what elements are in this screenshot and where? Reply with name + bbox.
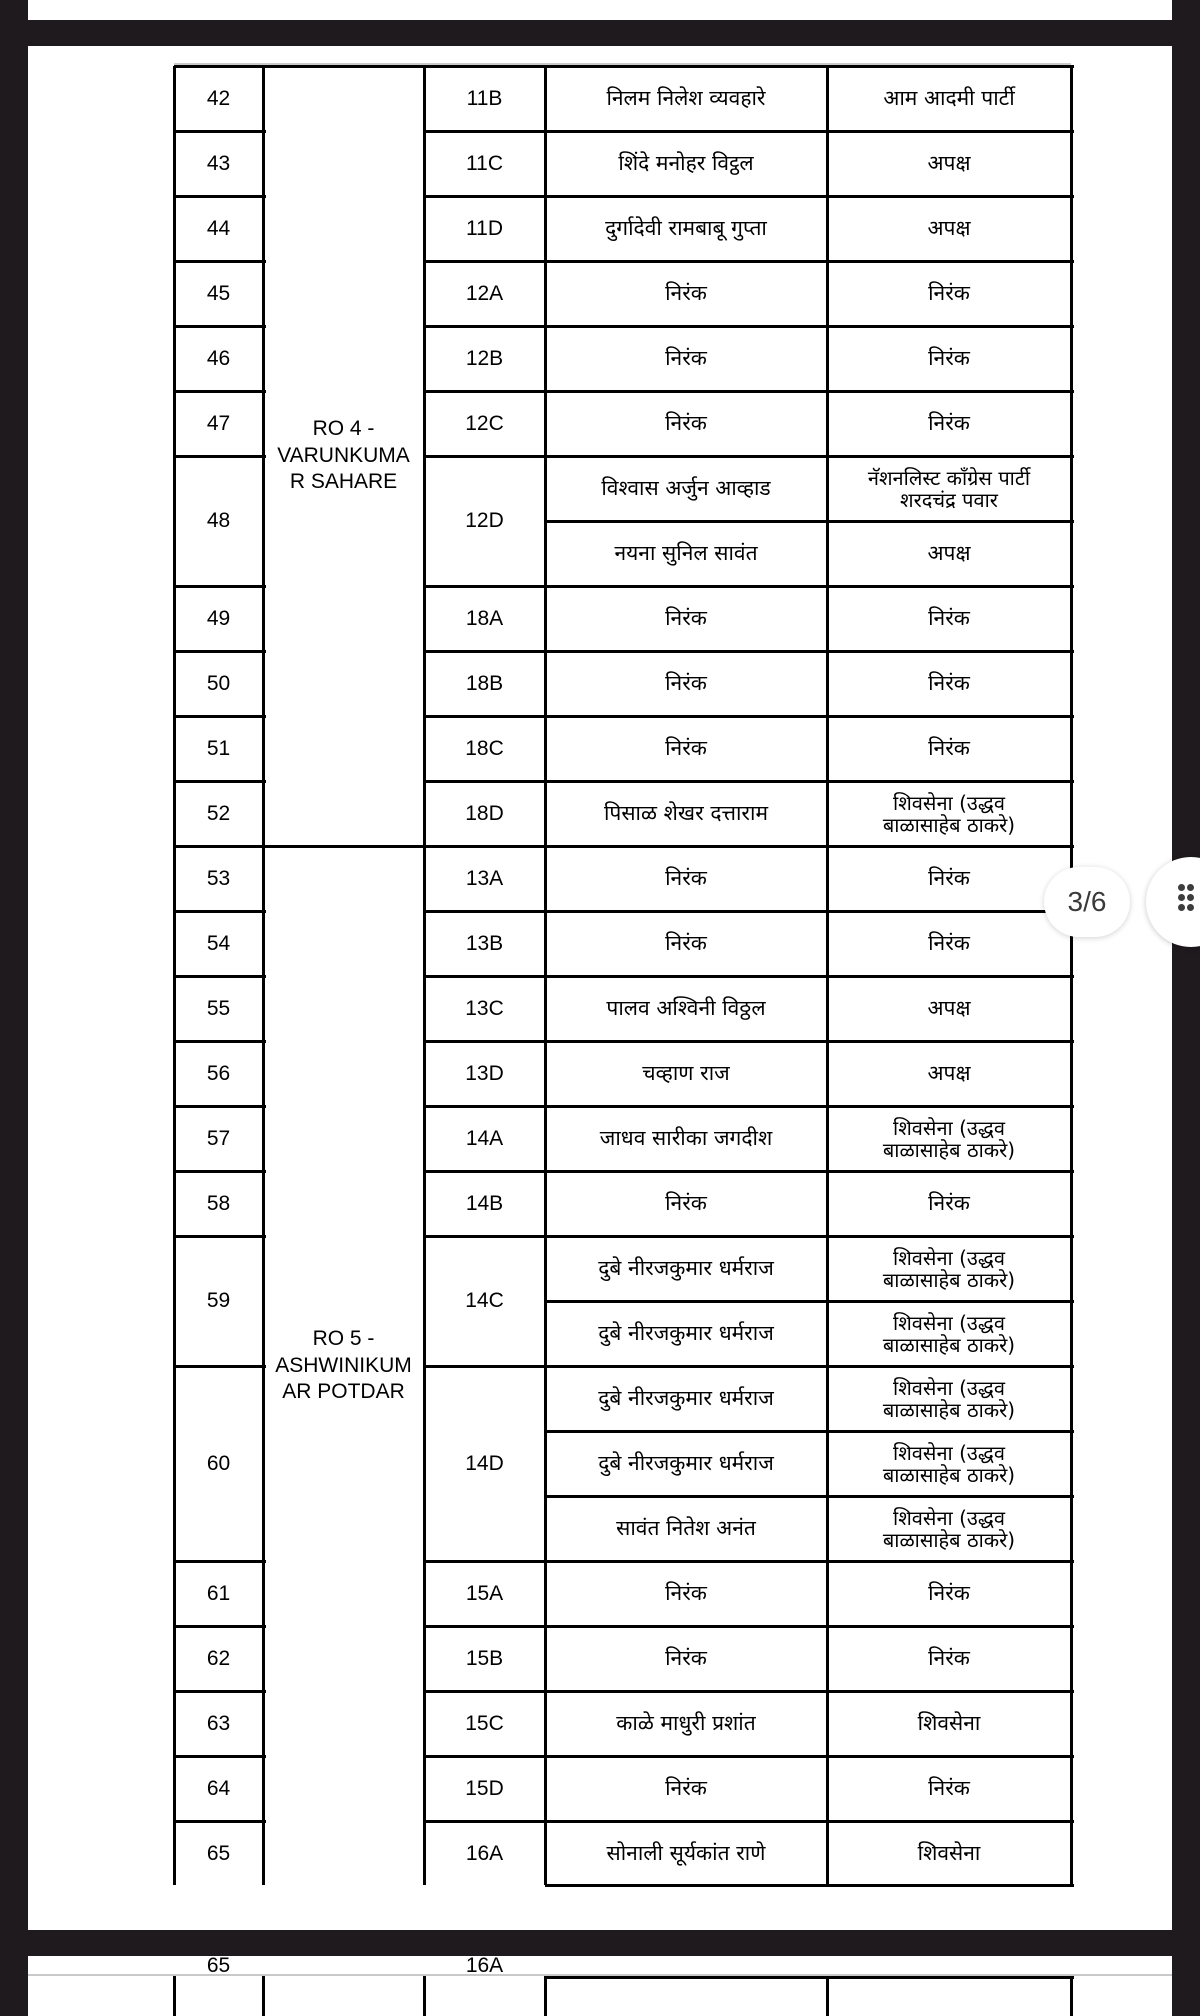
- table-rule: [263, 845, 427, 848]
- ward-cell: 12B: [465, 346, 504, 370]
- serial-number-cell: 53: [206, 866, 231, 890]
- serial-number-cell: 43: [206, 151, 231, 175]
- serial-number-cell: 46: [206, 346, 231, 370]
- table-rule: [174, 65, 1074, 68]
- table-rule: [174, 845, 266, 848]
- ward-cell: 18C: [465, 736, 504, 760]
- party-cell: निरंक: [928, 1775, 970, 1800]
- candidate-name-cell: निरंक: [665, 865, 707, 890]
- candidate-name-cell: पिसाळ शेखर दत्ताराम: [603, 800, 769, 825]
- party-cell: शिवसेना: [917, 1710, 981, 1735]
- serial-number-cell: 52: [206, 801, 231, 825]
- ward-cell: 12D: [465, 509, 504, 533]
- page-indicator: 3/6: [1044, 867, 1130, 937]
- ward-cell: 12C: [465, 411, 504, 435]
- table-rule: [424, 260, 1074, 263]
- table-rule: [173, 66, 176, 1885]
- party-cell: शिवसेना (उद्धव बाळासाहेब ठाकरे): [882, 790, 1016, 837]
- table-rule: [174, 1170, 266, 1173]
- table-rule: [545, 1300, 1074, 1303]
- table-rule: [826, 1976, 829, 2016]
- table-rule: [424, 325, 1074, 328]
- table-rule: [174, 1365, 266, 1368]
- candidate-name-cell: निरंक: [665, 1580, 707, 1605]
- next-page-table-top: [28, 1956, 1172, 2016]
- candidate-name-cell: चव्हाण राज: [642, 1060, 730, 1085]
- document-page: [28, 46, 1172, 1930]
- table-rule: [826, 66, 829, 1885]
- party-cell: अपक्ष: [927, 1060, 971, 1085]
- candidate-name-cell: सोनाली सूर्यकांत राणे: [606, 1840, 766, 1865]
- table-rule: [424, 130, 1074, 133]
- table-rule: [424, 1365, 1074, 1368]
- serial-number-cell: 42: [206, 86, 231, 110]
- party-cell: शिवसेना (उद्धव बाळासाहेब ठाकरे): [882, 1310, 1016, 1357]
- party-cell: निरंक: [928, 1580, 970, 1605]
- table-rule: [174, 1820, 266, 1823]
- table-rule: [424, 845, 1074, 848]
- table-rule: [174, 390, 266, 393]
- serial-number-cell: 45: [206, 281, 231, 305]
- ward-cell: 14A: [465, 1126, 504, 1150]
- table-rule: [174, 1690, 266, 1693]
- candidate-name-cell: सावंत नितेश अनंत: [616, 1515, 756, 1540]
- ward-cell: 11B: [466, 86, 503, 110]
- candidate-name-cell: निरंक: [665, 345, 707, 370]
- previous-page-edge: [28, 0, 1172, 20]
- table-rule: [174, 455, 266, 458]
- ward-cell: 14C: [465, 1289, 504, 1313]
- table-rule: [424, 650, 1074, 653]
- candidate-name-cell: दुबे नीरजकुमार धर्मराज: [598, 1255, 774, 1280]
- table-rule: [424, 975, 1074, 978]
- table-rule: [545, 1495, 1074, 1498]
- candidate-name-cell: निरंक: [665, 735, 707, 760]
- ward-cell: 14D: [465, 1451, 504, 1475]
- table-rule: [174, 1755, 266, 1758]
- party-cell: निरंक: [928, 410, 970, 435]
- ro-officer-cell: RO 5 - ASHWINIKUM AR POTDAR: [275, 1327, 412, 1404]
- table-rule: [174, 195, 266, 198]
- serial-number-cell: 64: [206, 1776, 231, 1800]
- ward-cell: 15D: [465, 1776, 504, 1800]
- table-rule: [174, 910, 266, 913]
- table-rule: [544, 1976, 547, 2016]
- ward-cell: 16A: [465, 1956, 504, 1978]
- party-cell: शिवसेना (उद्धव बाळासाहेब ठाकरे): [882, 1440, 1016, 1487]
- ward-cell: 12A: [465, 281, 504, 305]
- candidate-name-cell: निरंक: [665, 930, 707, 955]
- table-rule: [424, 390, 1074, 393]
- party-cell: शिवसेना (उद्धव बाळासाहेब ठाकरे): [882, 1115, 1016, 1162]
- table-rule: [174, 1235, 266, 1238]
- serial-number-cell: 50: [206, 671, 231, 695]
- serial-number-cell: 65: [206, 1841, 231, 1865]
- candidate-name-cell: दुबे नीरजकुमार धर्मराज: [598, 1320, 774, 1345]
- ward-cell: 11D: [466, 216, 503, 240]
- table-rule: [424, 780, 1074, 783]
- party-cell: निरंक: [928, 865, 970, 890]
- candidate-table: [28, 46, 1172, 1930]
- party-cell: आम आदमी पार्टी: [883, 85, 1015, 110]
- party-cell: शिवसेना (उद्धव बाळासाहेब ठाकरे): [882, 1375, 1016, 1422]
- serial-number-cell: 49: [206, 606, 231, 630]
- ward-cell: 13A: [465, 866, 504, 890]
- table-top-border: [174, 63, 1071, 65]
- candidate-name-cell: काळे माधुरी प्रशांत: [616, 1710, 756, 1735]
- candidate-name-cell: निरंक: [665, 410, 707, 435]
- candidate-name-cell: निरंक: [665, 1775, 707, 1800]
- candidate-name-cell: दुर्गादेवी रामबाबू गुप्ता: [605, 215, 767, 240]
- table-rule: [424, 585, 1074, 588]
- table-rule: [545, 1430, 1074, 1433]
- table-rule: [424, 1690, 1074, 1693]
- table-rule: [545, 1976, 1074, 1979]
- ward-cell: 14B: [465, 1191, 504, 1215]
- serial-number-cell: 47: [206, 411, 231, 435]
- ward-cell: 15B: [465, 1646, 504, 1670]
- serial-number-cell: 62: [206, 1646, 231, 1670]
- serial-number-cell: 60: [206, 1451, 231, 1475]
- party-cell: निरंक: [928, 605, 970, 630]
- serial-number-cell: 61: [206, 1581, 231, 1605]
- serial-number-cell: 48: [206, 509, 231, 533]
- candidate-name-cell: निरंक: [665, 605, 707, 630]
- table-rule: [424, 1170, 1074, 1173]
- serial-number-cell: 56: [206, 1061, 231, 1085]
- table-rule: [174, 975, 266, 978]
- party-cell: निरंक: [928, 735, 970, 760]
- ward-cell: 15A: [465, 1581, 504, 1605]
- serial-number-cell: 57: [206, 1126, 231, 1150]
- serial-number-cell: 63: [206, 1711, 231, 1735]
- table-rule: [544, 66, 547, 1885]
- ro-officer-cell: RO 4 - VARUNKUMA R SAHARE: [277, 417, 410, 494]
- table-rule: [545, 1884, 1074, 1887]
- table-rule: [424, 1040, 1074, 1043]
- table-rule: [174, 1560, 266, 1563]
- table-rule: [1070, 1976, 1073, 2016]
- candidate-name-cell: दुबे नीरजकुमार धर्मराज: [598, 1450, 774, 1475]
- table-rule: [174, 1625, 266, 1628]
- table-rule: [262, 1976, 265, 2016]
- ward-cell: 18A: [465, 606, 504, 630]
- table-rule: [424, 1820, 1074, 1823]
- ward-cell: 13B: [465, 931, 504, 955]
- ward-cell: 15C: [465, 1711, 504, 1735]
- table-rule: [424, 195, 1074, 198]
- table-rule: [424, 715, 1074, 718]
- party-cell: शिवसेना (उद्धव बाळासाहेब ठाकरे): [882, 1505, 1016, 1552]
- party-cell: अपक्ष: [927, 540, 971, 565]
- table-rule: [174, 130, 266, 133]
- next-page-edge: [28, 1956, 1172, 2016]
- party-cell: निरंक: [928, 1645, 970, 1670]
- serial-number-cell: 59: [206, 1289, 231, 1313]
- ward-cell: 18D: [465, 801, 504, 825]
- table-rule: [423, 1976, 426, 2016]
- party-cell: नॅशनलिस्ट कॉंग्रेस पार्टी शरदचंद्र पवार: [867, 465, 1031, 512]
- party-cell: शिवसेना (उद्धव बाळासाहेब ठाकरे): [882, 1245, 1016, 1292]
- party-cell: निरंक: [928, 1190, 970, 1215]
- candidate-name-cell: जाधव सारीका जगदीश: [599, 1125, 773, 1150]
- table-rule: [424, 910, 1074, 913]
- table-rule: [174, 1040, 266, 1043]
- table-rule: [424, 1560, 1074, 1563]
- table-rule: [174, 1105, 266, 1108]
- party-cell: निरंक: [928, 345, 970, 370]
- serial-number-cell: 54: [206, 931, 231, 955]
- serial-number-cell: 65: [206, 1956, 231, 1978]
- serial-number-cell: 55: [206, 996, 231, 1020]
- candidate-name-cell: विश्वास अर्जुन आव्हाड: [601, 475, 771, 500]
- candidate-name-cell: निरंक: [665, 280, 707, 305]
- ward-cell: 13C: [465, 996, 504, 1020]
- table-rule: [262, 66, 265, 1885]
- ward-cell: 11C: [466, 151, 503, 175]
- table-rule: [424, 1105, 1074, 1108]
- party-cell: अपक्ष: [927, 215, 971, 240]
- party-cell: निरंक: [928, 930, 970, 955]
- serial-number-cell: 58: [206, 1191, 231, 1215]
- candidate-name-cell: शिंदे मनोहर विट्ठल: [618, 150, 754, 175]
- candidate-name-cell: निरंक: [665, 1645, 707, 1670]
- table-rule: [174, 650, 266, 653]
- table-rule: [424, 1755, 1074, 1758]
- table-rule: [174, 585, 266, 588]
- table-rule: [1070, 66, 1073, 1885]
- serial-number-cell: 44: [206, 216, 231, 240]
- candidate-name-cell: निरंक: [665, 670, 707, 695]
- table-rule: [174, 715, 266, 718]
- ward-cell: 13D: [465, 1061, 504, 1085]
- candidate-name-cell: दुबे नीरजकुमार धर्मराज: [598, 1385, 774, 1410]
- table-rule: [424, 455, 1074, 458]
- table-rule: [174, 325, 266, 328]
- table-rule: [545, 520, 1074, 523]
- table-rule: [424, 1235, 1074, 1238]
- serial-number-cell: 51: [206, 736, 231, 760]
- table-rule: [173, 1976, 176, 2016]
- candidate-name-cell: नयना सुनिल सावंत: [614, 540, 758, 565]
- party-cell: निरंक: [928, 670, 970, 695]
- ward-cell: 18B: [465, 671, 504, 695]
- table-rule: [174, 260, 266, 263]
- table-rule: [423, 66, 426, 1885]
- candidate-name-cell: निरंक: [665, 1190, 707, 1215]
- party-cell: अपक्ष: [927, 150, 971, 175]
- table-rule: [174, 780, 266, 783]
- candidate-name-cell: निलम निलेश व्यवहारे: [606, 85, 766, 110]
- party-cell: शिवसेना: [917, 1840, 981, 1865]
- ward-cell: 16A: [465, 1841, 504, 1865]
- table-rule: [424, 1625, 1074, 1628]
- candidate-name-cell: पालव अश्विनी विठ्ठल: [606, 995, 766, 1020]
- party-cell: अपक्ष: [927, 995, 971, 1020]
- party-cell: निरंक: [928, 280, 970, 305]
